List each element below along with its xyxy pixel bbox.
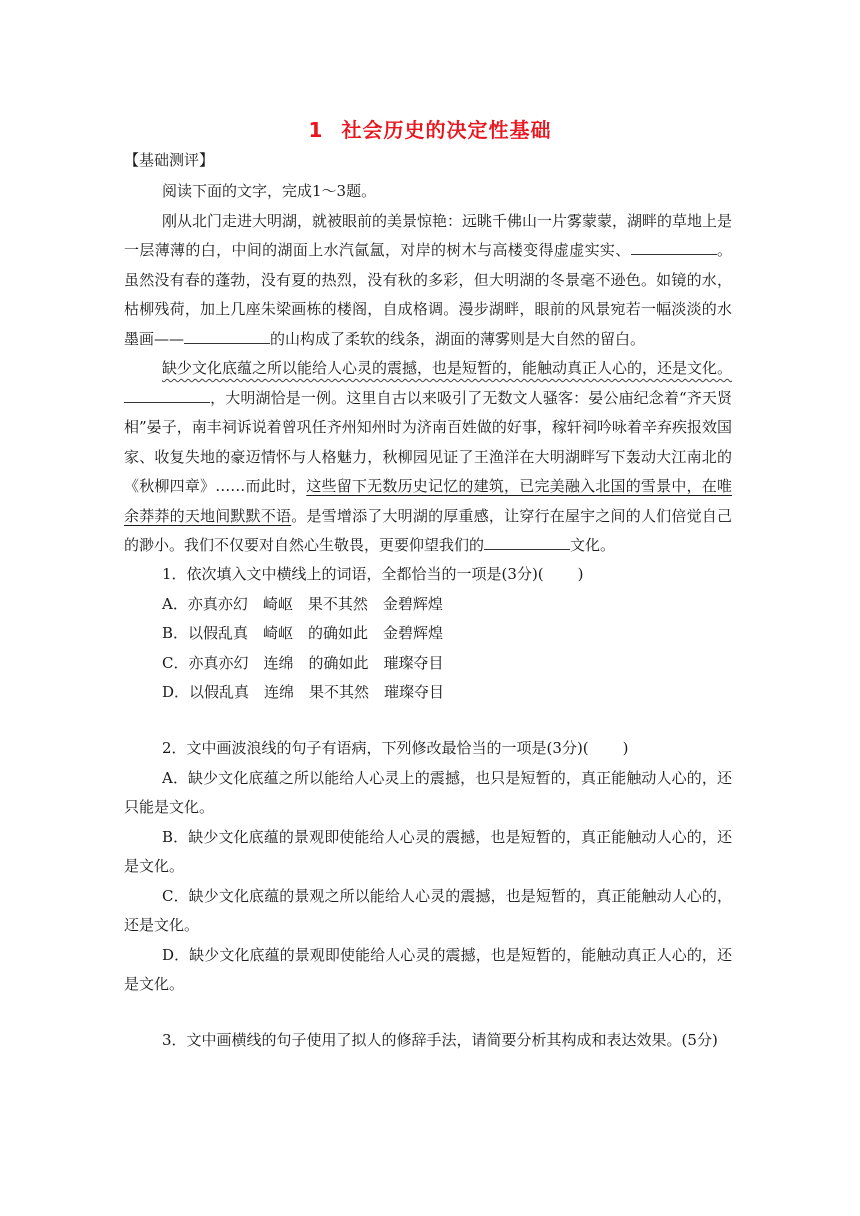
question-stem: 3．文中画横线的句子使用了拟人的修辞手法，请简要分析其构成和表达效果。(5分) — [162, 1031, 718, 1049]
reading-passage — [124, 177, 732, 561]
passage-text: 刚从北门走进大明湖，就被眼前的美景惊艳：远眺千佛山一片雾蒙蒙，湖畔的草地上是一层薄薄的白，中间的湖面上水汽氤氲，对岸的树木与高楼变得虚虚实实、 — [124, 211, 733, 259]
question-1 — [124, 560, 732, 708]
option-a[interactable]: A．缺少文化底蕴之所以能给人心灵上的震撼，也只是短暂的，真正能触动人心的，还只能是文化。 — [124, 768, 732, 816]
option-c[interactable]: C．缺少文化底蕴的景观之所以能给人心灵的震撼，也是短暂的，真正能触动人心的，还是文化。 — [124, 886, 732, 934]
option-c[interactable]: C．亦真亦幻 连绵 的确如此 璀璨夺目 — [162, 653, 444, 672]
passage-paragraph-1 — [124, 207, 732, 355]
title-number: 1 — [308, 118, 324, 142]
option-d[interactable]: D．缺少文化底蕴的景观即使能给人心灵的震撼，也是短暂的，能触动真正人心的，还是文化。 — [124, 945, 732, 993]
passage-text: 的山构成了柔软的线条，湖面的薄雾则是大自然的留白。 — [270, 329, 646, 348]
question-stem-text: 1．依次填入文中横线上的词语，全都恰当的一项是(3分)( — [162, 565, 544, 583]
fill-blank-3 — [124, 388, 210, 403]
passage-text: 。虽然没有春的蓬勃，没有夏的热烈，没有秋的多彩，但大明湖的冬景毫不逊色。如镜的水，枯柳残荷，加上几座朱梁画栋的楼阁，自成格调。漫步湖畔，眼前的风景宛若一幅淡淡的水墨画—— — [124, 241, 732, 348]
fill-blank-1 — [631, 240, 717, 255]
question-3 — [124, 1026, 732, 1056]
page-title — [0, 114, 860, 143]
passage-text: 。是雪增添了大明湖的厚重感，让穿行在屋宇之间的人们倍觉自己的渺小。我们不仅要对自然心生敬畏，更要仰望我们的 — [124, 506, 732, 554]
instruction-text: 阅读下面的文字，完成1～3题。 — [162, 182, 377, 200]
question-stem-text: 2．文中画波浪线的句子有语病，下列修改最恰当的一项是(3分)( — [162, 739, 589, 757]
question-stem — [124, 560, 732, 590]
section-label: 【基础测评】 — [124, 151, 215, 169]
option-b[interactable]: B．缺少文化底蕴的景观即使能给人心灵的震撼，也是短暂的，真正能触动人心的，还是文化。 — [124, 827, 732, 875]
option-b[interactable]: B．以假乱真 崎岖 的确如此 金碧辉煌 — [162, 624, 444, 642]
underlined-sentence: 这些留下无数历史记忆的建筑，已完美融入北国的雪景中，在唯余莽莽的天地间默默不语 — [124, 477, 732, 525]
passage-text: 文化。 — [570, 536, 616, 554]
option-a[interactable]: A．亦真亦幻 崎岖 果不其然 金碧辉煌 — [162, 594, 443, 613]
wavy-underlined-sentence: 缺少文化底蕴之所以能给人心灵的震撼，也是短暂的，能触动真正人心的，还是文化。 — [162, 359, 733, 377]
fill-blank-4 — [484, 535, 570, 550]
fill-blank-2 — [184, 329, 270, 344]
question-stem-end: ) — [622, 739, 629, 757]
passage-text: ，大明湖恰是一例。这里自古以来吸引了无数文人骚客：晏公庙纪念着“齐天贤相”晏子，南丰祠诉说着曾巩任齐州知州时为济南百姓做的好事，稼轩祠吟咏着辛弃疾报效国家、收复失地的豪迈情怀与人格魅力，秋柳园见证了王渔洋在大明湖畔写下轰动大江南北的《秋柳四章》……而此时， — [124, 388, 732, 495]
passage-paragraph-2 — [124, 354, 732, 561]
question-2 — [124, 734, 732, 1000]
question-stem — [124, 734, 732, 764]
title-text: 社会历史的决定性基础 — [341, 118, 552, 142]
question-stem-end: ) — [577, 565, 584, 583]
option-d[interactable]: D．以假乱真 连绵 果不其然 璀璨夺目 — [162, 683, 445, 701]
